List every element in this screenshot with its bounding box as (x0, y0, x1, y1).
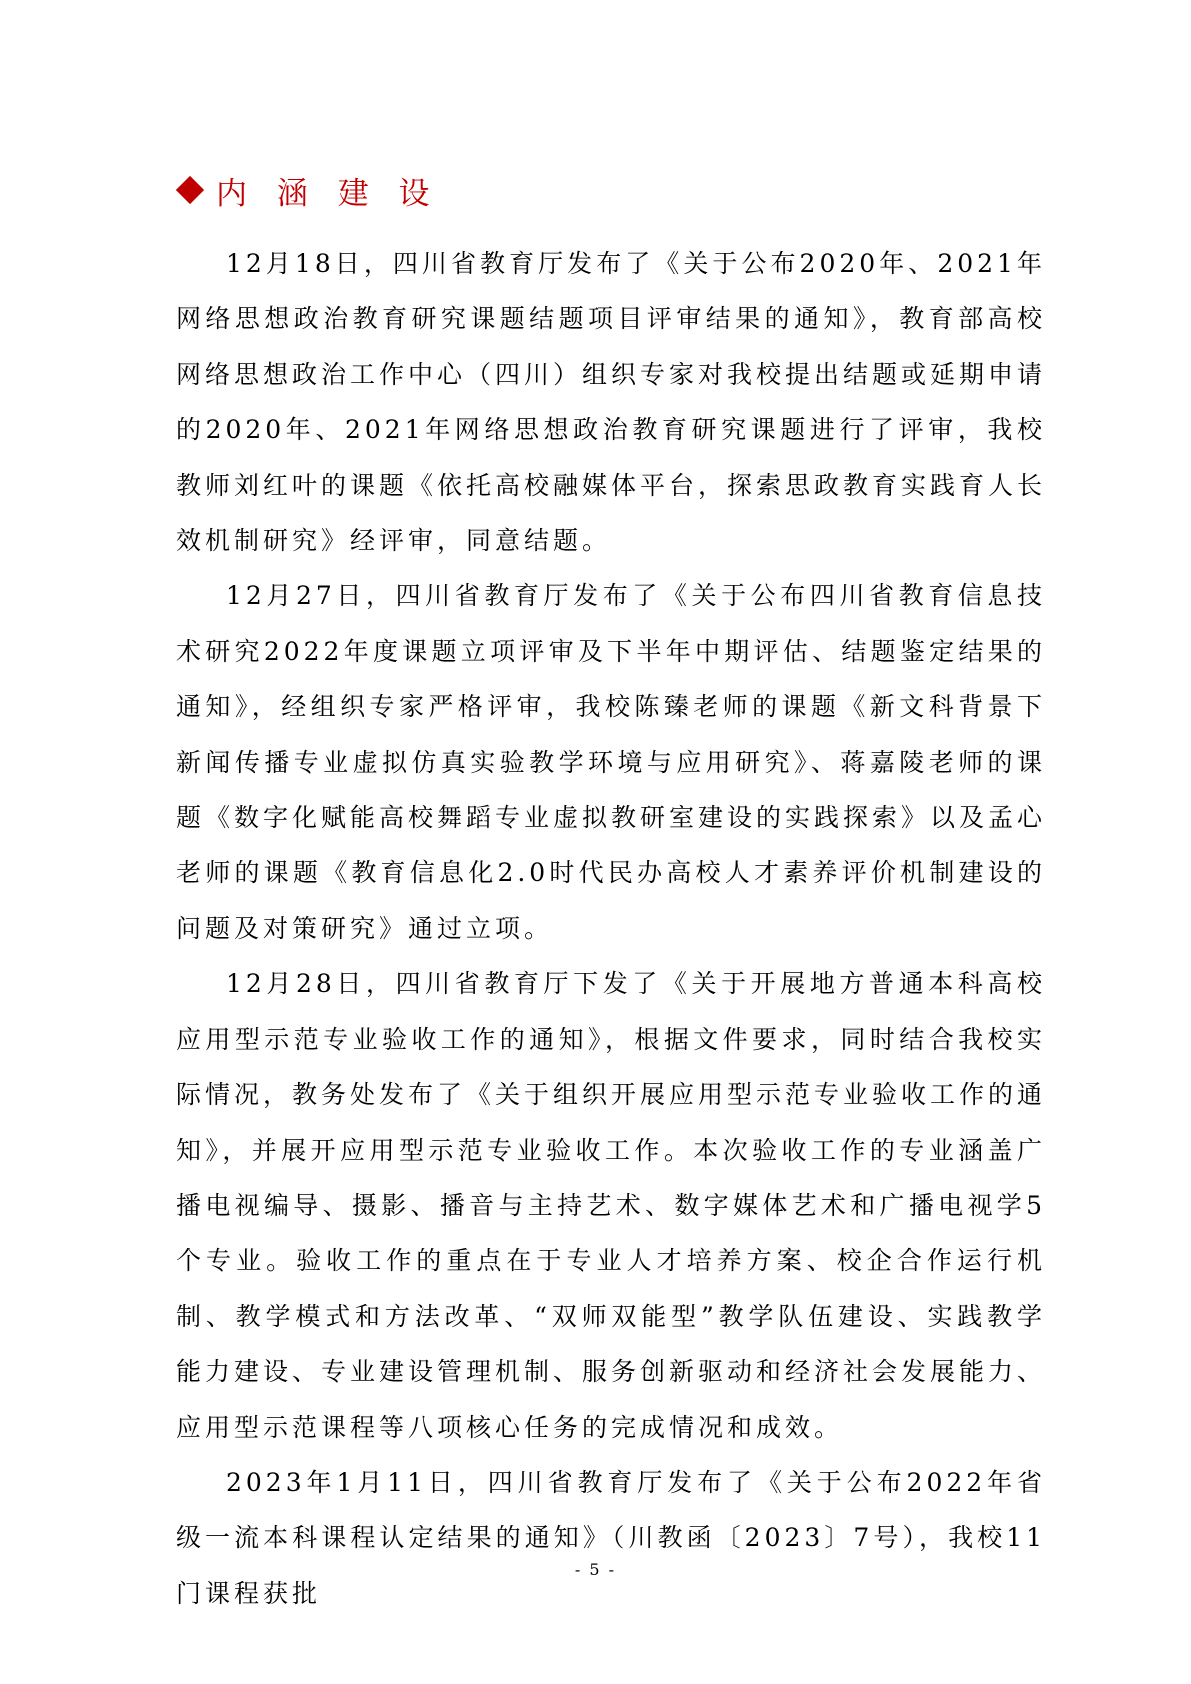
page-number: - 5 - (574, 1560, 617, 1579)
paragraph-1: 12月18日，四川省教育厅发布了《关于公布2020年、2021年网络思想政治教育研究课题结题项目评审结果的通知》，教育部高校网络思想政治工作中心（四川）组织专家对我校提出结题或延期申请的2020年、2021年网络思想政治教育研究课题进行了评审，我校教师刘红叶的课题《依托高校融媒体平台，探索思政教育实践育人长效机制研究》经评审，同意结题。 (176, 249, 1047, 556)
paragraph-2: 12月27日，四川省教育厅发布了《关于公布四川省教育信息技术研究2022年度课题立项评审及下半年中期评估、结题鉴定结果的通知》，经组织专家严格评审，我校陈臻老师的课题《新文科背景下新闻传播专业虚拟仿真实验教学环境与应用研究》、蒋嘉陵老师的课题《数字化赋能高校舞蹈专业虚拟教研室建设的实践探索》以及孟心老师的课题《教育信息化2.0时代民办高校人才素养评价机制建设的问题及对策研究》通过立项。 (176, 581, 1047, 943)
section-heading (176, 166, 440, 214)
paragraph-4: 2023年1月11日，四川省教育厅发布了《关于公布2022年省级一流本科课程认定结果的通知》（川教函〔2023〕7号），我校11门课程获批 (176, 1467, 1046, 1608)
paragraph-3: 12月28日，四川省教育厅下发了《关于开展地方普通本科高校应用型示范专业验收工作的通知》，根据文件要求，同时结合我校实际情况，教务处发布了《关于组织开展应用型示范专业验收工作的通知》，并展开应用型示范专业验收工作。本次验收工作的专业涵盖广播电视编导、摄影、播音与主持艺术、数字媒体艺术和广播电视学5个专业。验收工作的重点在于专业人才培养方案、校企合作运行机制、教学模式和方法改革、“双师双能型”教学队伍建设、实践教学能力建设、专业建设管理机制、服务创新驱动和经济社会发展能力、应用型示范课程等八项核心任务的完成情况和成效。 (176, 969, 1047, 1442)
diamond-icon (176, 176, 204, 204)
body-text (176, 236, 1046, 1621)
section-heading-text: 内 涵 建 设 (216, 175, 440, 212)
